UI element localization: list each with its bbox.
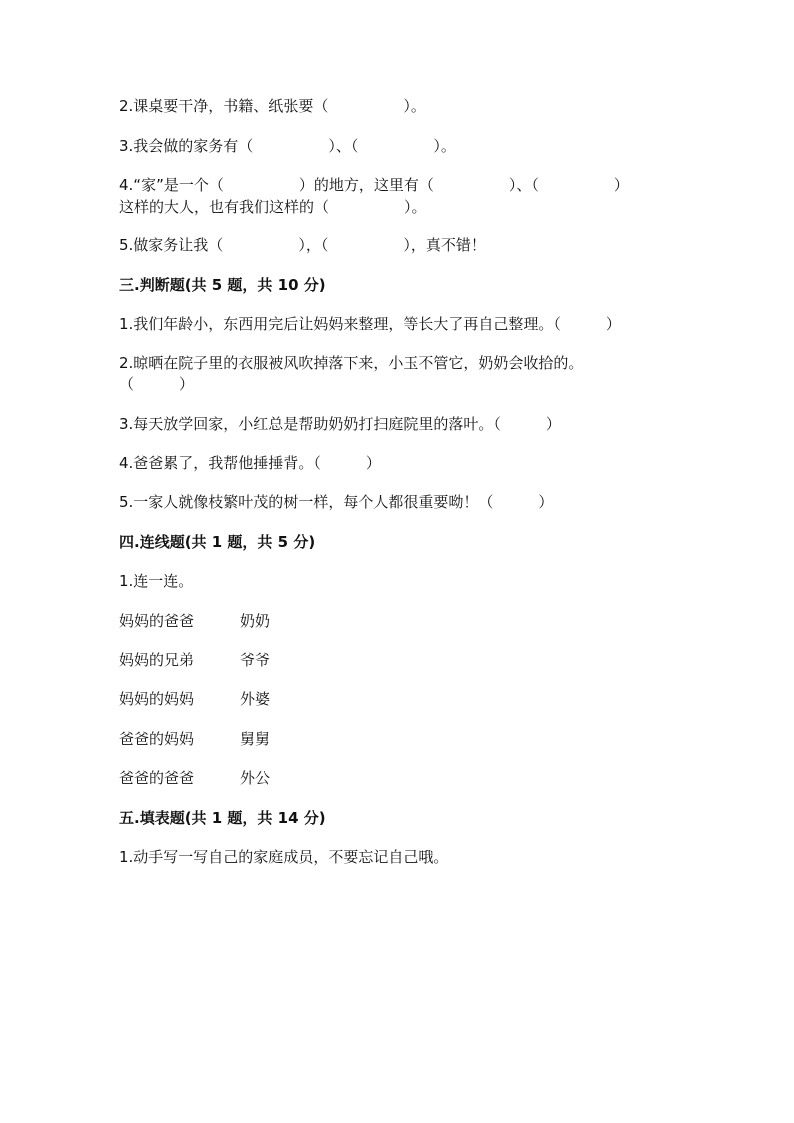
question-5: 5.一家人就像枝繁叶茂的树一样，每个人都很重要呦！（ ） [119,493,554,511]
question-2-line-1: 2.晾晒在院子里的衣服被风吹掉落下来，小玉不管它，奶奶会收拾的。 [119,354,584,372]
section-heading: 五.填表题(共 1 题，共 14 分) [119,809,326,827]
question-1: 1.连一连。 [119,572,194,590]
match-left-item: 妈妈的兄弟 [119,651,195,669]
match-right-item: 奶奶 [240,612,271,630]
match-right-item: 外婆 [240,690,271,708]
match-left-item: 妈妈的爸爸 [119,612,195,630]
match-right-item: 舅舅 [240,730,271,748]
match-left-item: 爸爸的妈妈 [119,730,195,748]
match-right-item: 爷爷 [240,651,271,669]
section-heading: 四.连线题(共 1 题，共 5 分) [119,533,316,551]
match-left-item: 妈妈的妈妈 [119,690,195,708]
question-4-line-1: 4.“家”是一个（ ）的地方，这里有（ ）、（ ） [119,176,629,194]
question-2-line-2: （ ） [119,375,195,393]
question-4: 4.爸爸累了，我帮他捶捶背。（ ） [119,454,381,472]
match-right-item: 外公 [240,769,271,787]
section-heading: 三.判断题(共 5 题，共 10 分) [119,276,326,294]
question-1: 1.我们年龄小，东西用完后让妈妈来整理，等长大了再自己整理。（ ） [119,315,621,333]
question-3: 3.每天放学回家，小红总是帮助奶奶打扫庭院里的落叶。（ ） [119,415,561,433]
match-left-item: 爸爸的爸爸 [119,769,195,787]
question-1: 1.动手写一写自己的家庭成员，不要忘记自己哦。 [119,848,449,866]
question-5: 5.做家务让我（ ），（ ），真不错！ [119,236,486,254]
question-2: 2.课桌要干净，书籍、纸张要（ ）。 [119,97,426,115]
question-4-line-2: 这样的大人，也有我们这样的（ ）。 [119,198,427,216]
question-3: 3.我会做的家务有（ ）、（ ）。 [119,137,456,155]
